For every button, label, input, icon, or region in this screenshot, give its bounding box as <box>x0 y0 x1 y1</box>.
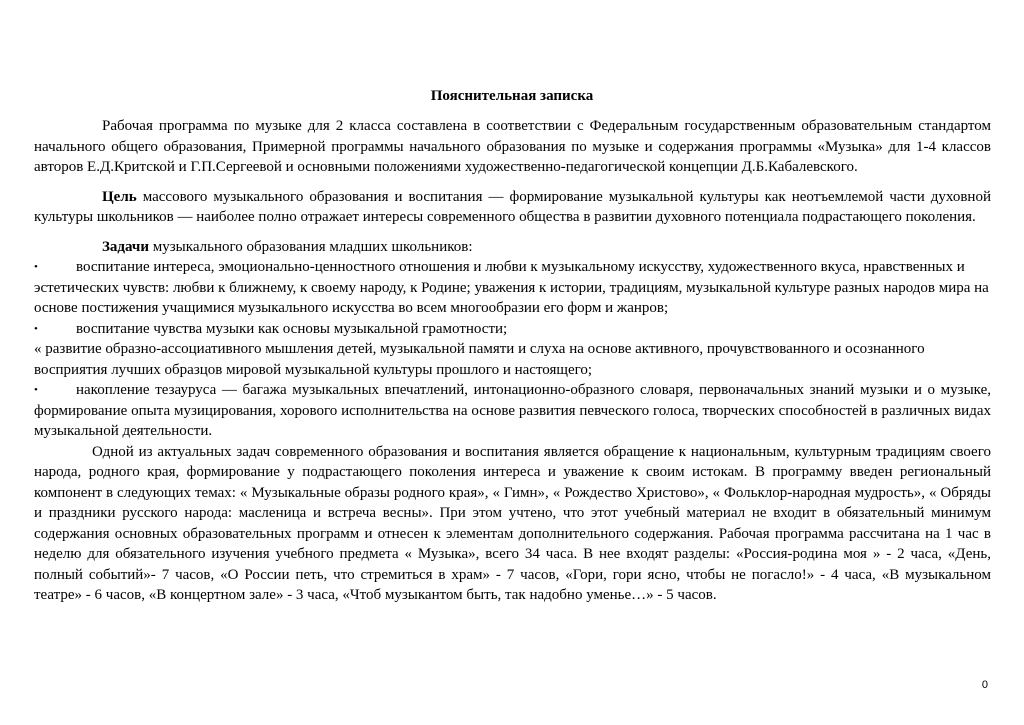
page-number: 0 <box>981 679 988 691</box>
task-item-2 <box>34 319 991 340</box>
tasks-term: Задачи <box>102 238 150 255</box>
tasks-text: музыкального образования младших школьников: <box>149 238 473 255</box>
task-item-3 <box>34 380 991 442</box>
document-title: Пояснительная записка <box>430 88 594 104</box>
task-item-1-text: воспитание интереса, эмоционально-ценностного отношения и любви к музыкальному искусству, художественного вкуса, нравственных и эстетических чувств: любви к ближнему, к своему народу, к Родине; уважения к истории, традициям, музыкальной культуре разных народов мира на основе постижения учащимися музыкального искусства во всем многообразии его форм и жанров; <box>34 259 989 316</box>
closing-paragraph: Одной из актуальных задач современного образования и воспитания является обращение к национальным, культурным традициям своего народа, родного края, формирование у подрастающего поколения интереса и уважение к своим истокам. В программу введен региональный компонент в следующих темах: « Музыкальные образы родного края», « Гимн», « Рождество Христово», « Фольклор-народная мудрость», « Обряды и праздники русского народа: масленица и встреча весны». При этом учтено, что этот учебный материал не входит в обязательный минимум содержания основных образовательных программ и отнесен к элементам дополнительного содержания. Рабочая программа рассчитана на 1 час в неделю для обязательного изучения учебного предмета « Музыка», всего 34 часа. В нее входят разделы: «Россия-родина моя » - 2 часа, «День, полный событий»- 7 часов, «О России петь, что стремиться в храм» - 7 часов, «Гори, гори ясно, чтобы не погасло!» - 4 часа, «В музыкальном театре» - 6 часов, «В концертном зале» - 3 часа, «Чтоб музыкантом быть, так надобно уменье…» - 5 часов. <box>34 443 991 603</box>
tasks-heading <box>34 237 991 258</box>
goal-paragraph <box>34 187 991 228</box>
task-item-2-text: воспитание чувства музыки как основы музыкальной грамотности; <box>76 320 508 337</box>
task-item-3-text: накопление тезауруса — багажа музыкальных впечатлений, интонационно-образного словаря, первоначальных знаний музыки и о музыке, формирование опыта музицирования, хорового исполнительства на основе развития певческого голоса, творческих способностей в различных видах музыкальной деятельности. <box>34 382 991 439</box>
document-body <box>34 116 991 606</box>
bullet-icon: • <box>34 261 38 273</box>
task-item-2-continuation: « развитие образно-ассоциативного мышления детей, музыкальной памяти и слуха на основе активного, прочувствованного и осознанного восприятия лучших образцов мировой музыкальной культуры прошлого и настоящего; <box>34 341 925 378</box>
goal-term: Цель <box>102 188 137 205</box>
bullet-icon: • <box>34 322 38 335</box>
bullet-icon: • <box>34 384 38 396</box>
task-item-1 <box>34 257 991 319</box>
intro-paragraph: Рабочая программа по музыке для 2 класса составлена в соответствии с Федеральным государственным образовательным стандартом начального общего образования, Примерной программы начального образования по музыке и содержания программы «Музыка» для 1-4 классов авторов Е.Д.Критской и Г.П.Сергеевой и основными положениями художественно-педагогической концепции Д.Б.Кабалевского. <box>34 118 991 175</box>
goal-text: массового музыкального образования и воспитания — формирование музыкальной культуры как неотъемлемой части духовной культуры школьников — наиболее полно отражает интересы современного общества в развитии духовного потенциала подрастающего поколения. <box>34 188 991 225</box>
